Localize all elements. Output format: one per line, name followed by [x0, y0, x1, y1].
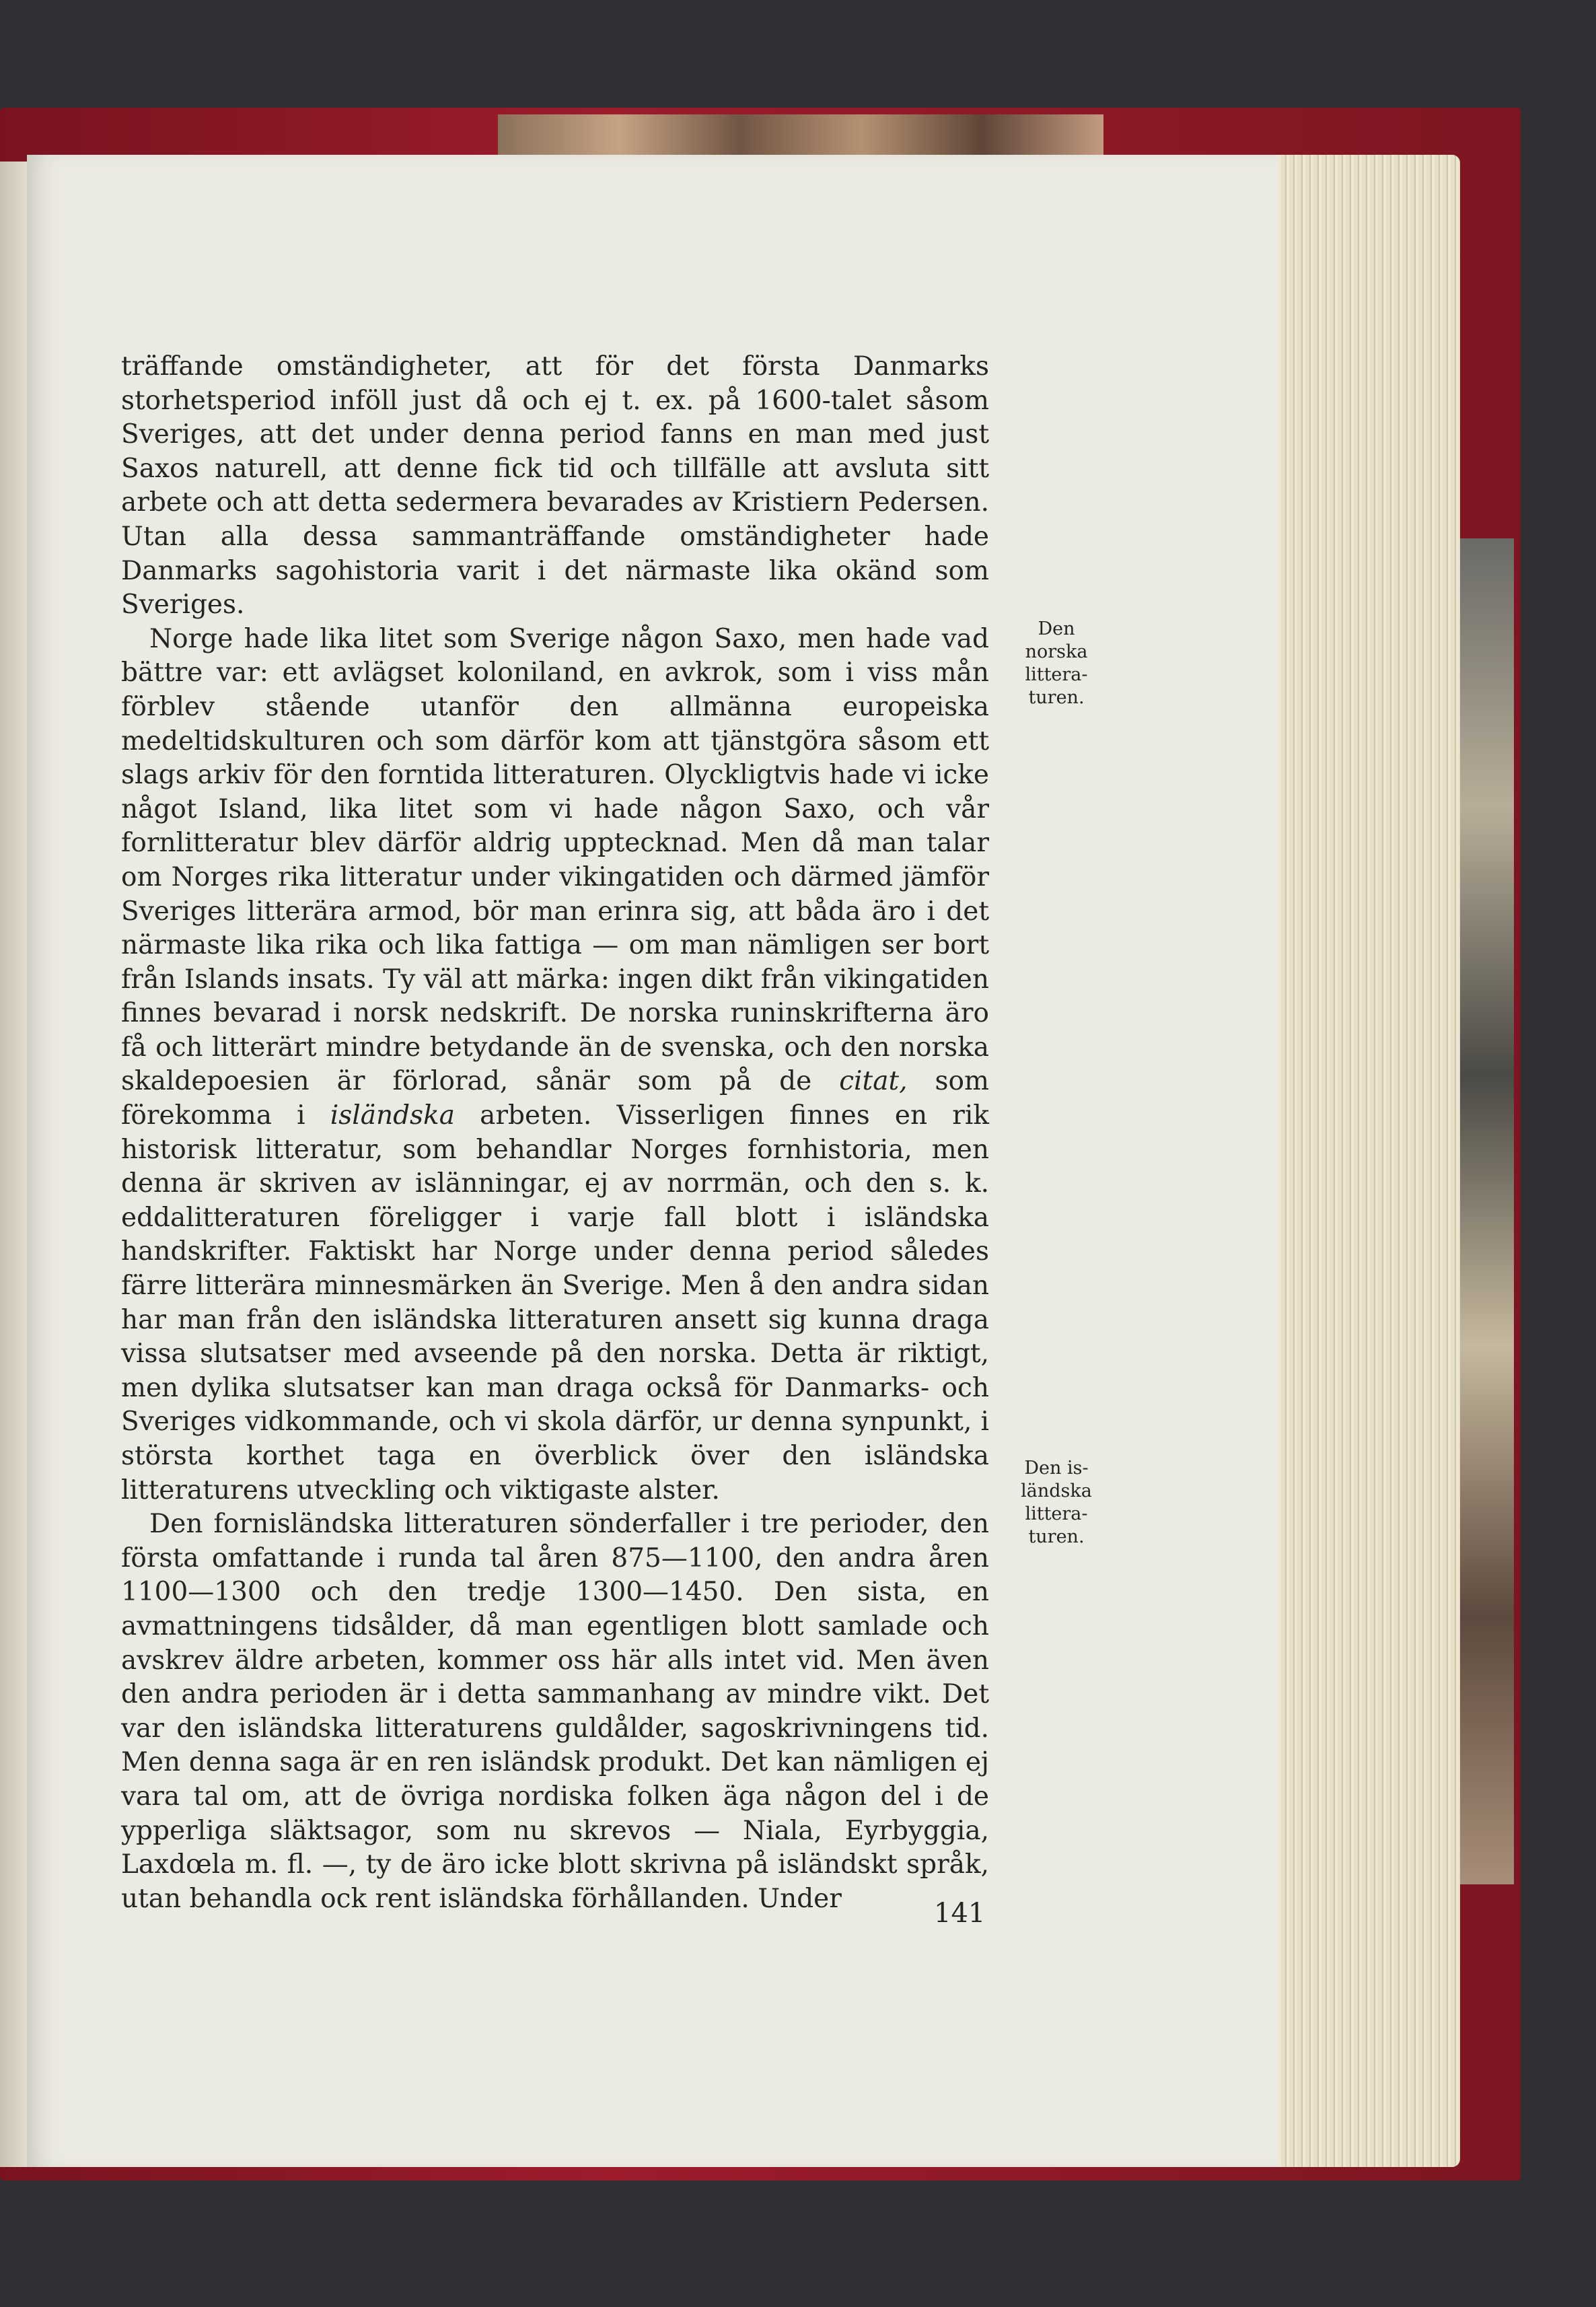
paragraph-2-part-b: som förekomma i [121, 1066, 990, 1131]
page-edges [1265, 155, 1460, 2167]
page-body-text [121, 350, 989, 1916]
margin-note-islandska: Den is-ländska littera-turen. [1021, 1458, 1092, 1547]
paragraph-1: träffande omständigheter, att för det första Danmarks storhetsperiod inföll just då och ej t. ex. på 1600-talet såsom Sveriges, att det under denna period fanns en man med just Saxos naturell, att denne fick tid och tillfälle att avsluta sitt arbete och att detta sedermera bevarades av Kristiern Pedersen. Utan alla dessa sammanträffande omständigheter hade Danmarks sagohistoria varit i det närmaste lika okänd som Sveriges. [121, 351, 989, 620]
marbled-endpaper [498, 114, 1103, 155]
margin-note-norska: Den norska littera-turen. [1025, 618, 1088, 708]
page-number: 141 [934, 1898, 986, 1929]
paragraph-2 [121, 623, 989, 1507]
marbled-cover-edge [1453, 538, 1514, 1884]
emphasis-citat: citat, [839, 1066, 908, 1097]
paragraph-2-part-a: Norge hade lika litet som Sverige någon Saxo, men hade vad bättre var: ett avlägset koloniland, en avkrok, som i viss mån förblev stående utanför den allmänna europeiska medeltidskulturen och som därför kom att tjänstgöra såsom ett slags arkiv för den forntida litteraturen. Olyckligtvis hade vi icke något Island, lika litet som vi hade någon Saxo, och vår fornlitteratur blev därför aldrig upptecknad. Men då man talar om Norges rika litteratur under vikingatiden och därmed jämför Sveriges litterära armod, bör man erinra sig, att båda äro i det närmaste lika rika och lika fattiga — om man nämligen ser bort från Islands insats. Ty väl att märka: ingen dikt från vikingatiden finnes bevarad i norsk nedskrift. De norska runinskrifterna äro få och litterärt mindre betydande än de svenska, och den norska skaldepoesien är förlorad, sånär som på de [121, 623, 989, 1097]
emphasis-islandska: isländska [330, 1100, 455, 1131]
paragraph-3: Den fornisländska litteraturen sönderfaller i tre perioder, den första omfattande i runda tal åren 875—1100, den andra åren 1100—1300 och den tredje 1300—1450. Den sista, en avmattningens tidsålder, då man egentligen blott samlade och avskrev äldre arbeten, kommer oss här alls intet vid. Men även den andra perioden är i detta sammanhang av mindre vikt. Det var den isländska litteraturens guldålder, sagoskrivningens tid. Men denna saga är en ren isländsk produkt. Det kan nämligen ej vara tal om, att de övriga nordiska folken äga någon del i de ypperliga släktsagor, som nu skrevos — Niala, Eyrbyggia, Laxdœla m. fl. —, ty de äro icke blott skrivna på isländskt språk, utan behandla ock rent isländska förhållanden. Under [121, 1509, 989, 1914]
paragraph-2-part-c: arbeten. Visserligen finnes en rik historisk litteratur, som behandlar Norges fornhistoria, men denna är skriven av islänningar, ej av norrmän, och den s. k. eddalitteraturen föreligger i varje fall blott i isländska handskrifter. Faktiskt har Norge under denna period således färre litterära minnesmärken än Sverige. Men å den andra sidan har man från den isländska litteraturen ansett sig kunna draga vissa slutsatser med avseende på den norska. Detta är riktigt, men dylika slutsatser kan man draga också för Danmarks- och Sveriges vidkommande, och vi skola därför, ur denna synpunkt, i största korthet taga en överblick över den isländska litteraturens utveckling och viktigaste alster. [121, 1100, 989, 1505]
